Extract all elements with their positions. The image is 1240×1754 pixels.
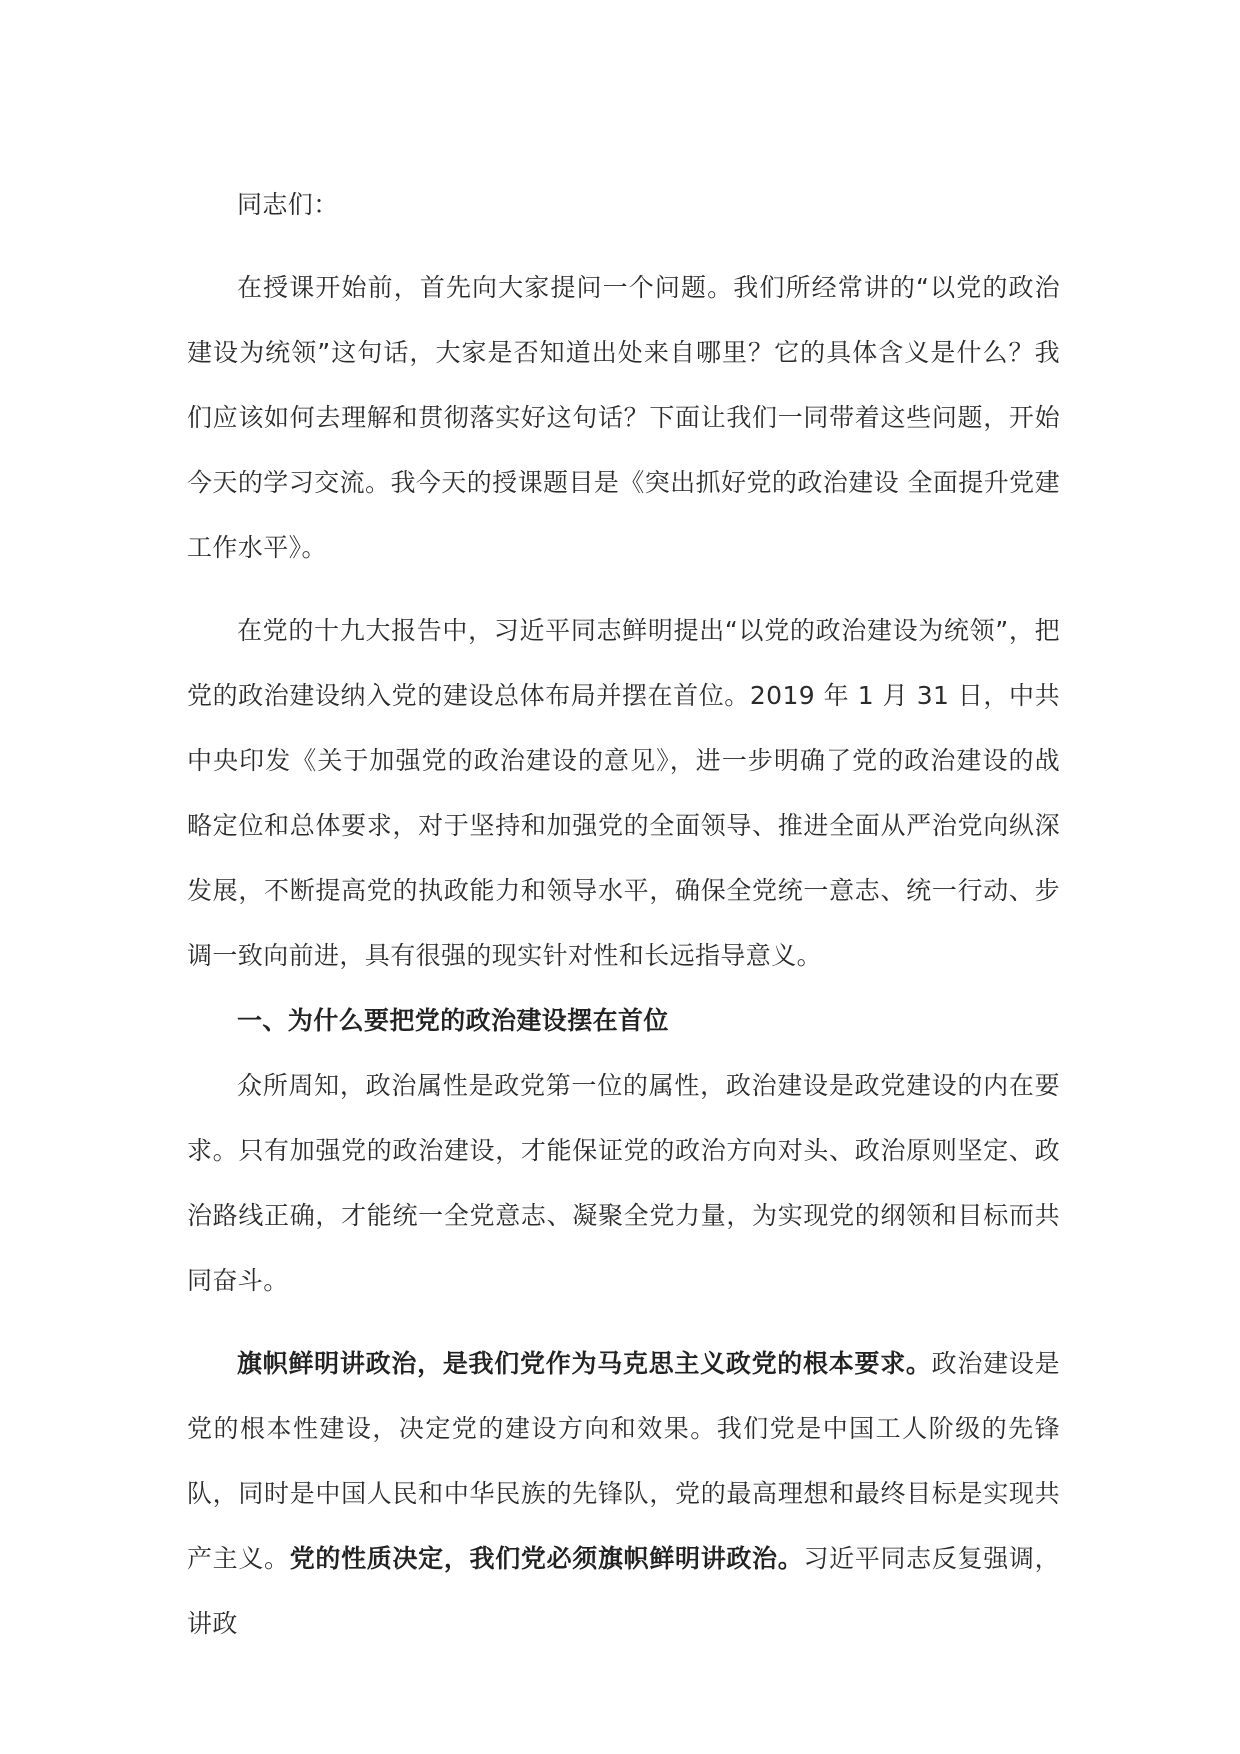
section-paragraph: 众所周知，政治属性是政党第一位的属性，政治建设是政党建设的内在要求。只有加强党的政治建设，才能保证党的政治方向对头、政治原则坚定、政治路线正确，才能统一全党意志、凝聚全党力量，为实现党的纲领和目标而共同奋斗。 <box>187 1071 1060 1295</box>
bold-lead-sentence: 旗帜鲜明讲政治，是我们党作为马克思主义政党的根本要求。 <box>237 1349 932 1378</box>
section-heading: 一、为什么要把党的政治建设摆在首位 <box>237 1006 669 1035</box>
background-paragraph: 在党的十九大报告中，习近平同志鲜明提出“以党的政治建设为统领”，把党的政治建设纳入党的建设总体布局并摆在首位。2019 年 1 月 31 日，中共中央印发《关于加强党的政治建设的意见》，进一步明确了党的政治建设的战略定位和总体要求，对于坚持和加强党的全面领导、推进全面从严治党向纵深发展，不断提高党的执政能力和领导水平，确保全党统一意志、统一行动、步调一致向前进，具有很强的现实针对性和长远指导意义。 <box>187 616 1060 970</box>
paragraph-text: 政治建设是党的根本性建设，决定党的建设方向和效果。我们党是中国工人阶级的先锋队，同时是中国人民和中华民族的先锋队，党的最高理想和最终目标是实现共产主义。 <box>187 1349 1060 1573</box>
salutation: 同志们： <box>237 190 339 219</box>
document-body <box>187 172 1060 1656</box>
bold-mid-sentence: 党的性质决定，我们党必须旗帜鲜明讲政治。 <box>289 1544 804 1573</box>
paragraph-text-end: 习近平同志反复强调，讲政 <box>187 1544 1060 1638</box>
emphasis-paragraph <box>187 1331 1060 1656</box>
intro-paragraph: 在授课开始前，首先向大家提问一个问题。我们所经常讲的“以党的政治建设为统领”这句话，大家是否知道出处来自哪里？它的具体含义是什么？我们应该如何去理解和贯彻落实好这句话？下面让我们一同带着这些问题，开始今天的学习交流。我今天的授课题目是《突出抓好党的政治建设 全面提升党建工作水平》。 <box>187 273 1060 562</box>
